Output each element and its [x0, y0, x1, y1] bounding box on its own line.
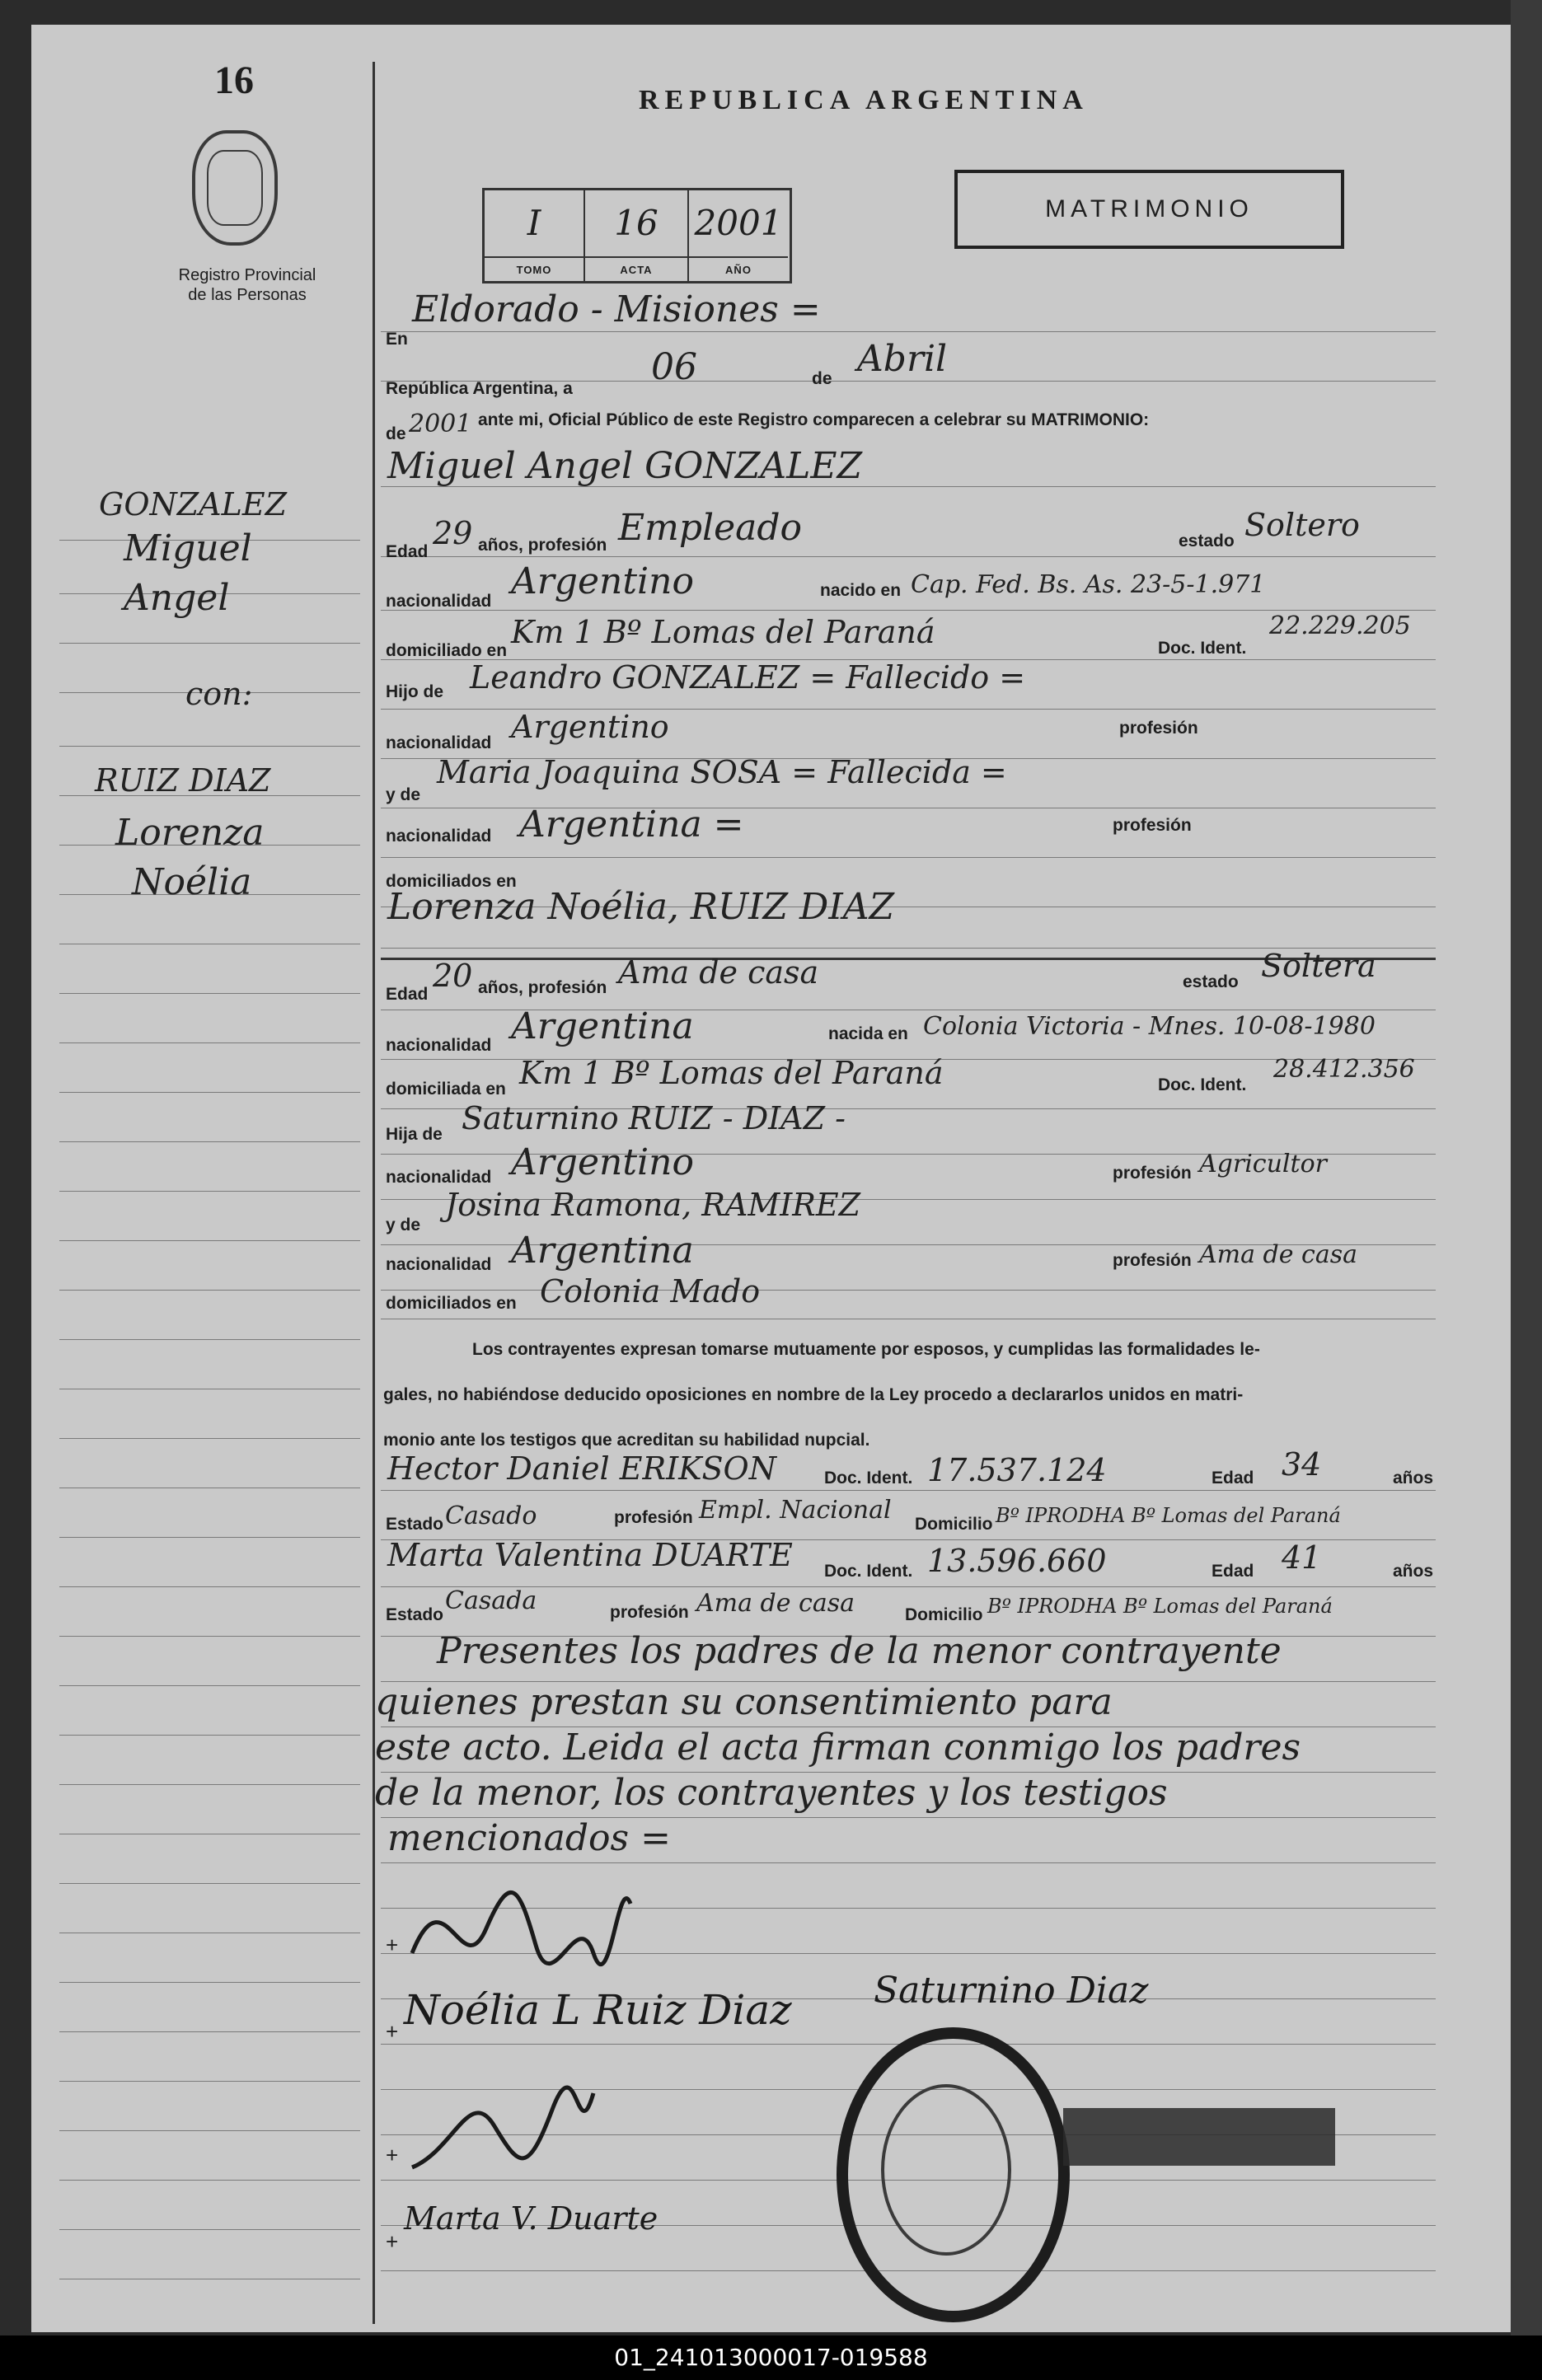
note-line-2: quienes prestan su consentimiento para — [375, 1681, 1113, 1723]
bride-birth: Colonia Victoria - Mnes. 10-08-1980 — [923, 1012, 1376, 1041]
witness1-estado: Casado — [445, 1502, 537, 1530]
padres-domiciliados-label: domiciliados en — [386, 872, 517, 891]
document-title: REPUBLICA ARGENTINA — [639, 85, 1089, 115]
bride-mother-nacionalidad-label: nacionalidad — [386, 1255, 492, 1274]
acta-label: ACTA — [585, 256, 689, 283]
record-type: MATRIMONIO — [954, 170, 1344, 249]
father-nacionalidad-label: nacionalidad — [386, 733, 492, 752]
witness2-prof-label: profesión — [610, 1603, 689, 1622]
signature-scribble — [396, 2077, 602, 2192]
margin-rule — [59, 1438, 360, 1439]
signature-mark: + — [386, 2143, 399, 2167]
note-line-4: de la menor, los contrayentes y los testigos — [375, 1772, 1168, 1814]
witness2-estado: Casada — [445, 1586, 537, 1615]
witness2-anos-label: años — [1393, 1562, 1434, 1581]
margin-rule — [59, 1636, 360, 1637]
bride-anos-profesion-label: años, profesión — [478, 978, 607, 997]
margin-bride-first: Lorenza — [115, 812, 265, 854]
signature-mark: + — [386, 2229, 399, 2254]
signature-5: Saturnino Diaz — [874, 1970, 1149, 2012]
margin-rule — [59, 2130, 360, 2131]
field-rule — [381, 556, 1436, 557]
groom-mother-nationality: Argentina = — [519, 803, 744, 846]
margin-second-name: Angel — [124, 577, 230, 619]
book-binding — [1511, 0, 1542, 2380]
margin-rule — [59, 2081, 360, 2082]
signature-mark: + — [386, 1933, 399, 1957]
margin-rule — [59, 1685, 360, 1686]
intro-text: ante mi, Oficial Público de este Registro comparecen a celebrar su MATRIMONIO: — [478, 410, 1150, 429]
field-rule — [381, 1290, 1436, 1291]
edad-label: Edad — [386, 542, 429, 561]
field-rule — [381, 331, 1436, 332]
witness1-estado-label: Estado — [386, 1515, 444, 1534]
marriage-place: Eldorado - Misiones = — [412, 288, 821, 330]
note-line-3: este acto. Leida el acta firman conmigo los padres — [375, 1726, 1301, 1769]
en-label: En — [386, 330, 408, 349]
signature-4: Marta V. Duarte — [404, 2200, 659, 2237]
signature-mark: + — [386, 2019, 399, 2044]
margin-rule — [59, 1191, 360, 1192]
bride-father-profesion-label: profesión — [1113, 1164, 1192, 1183]
margin-bride-surname: RUIZ DIAZ — [95, 762, 271, 799]
witness2-doc: 13.596.660 — [927, 1543, 1107, 1579]
groom-age: 29 — [433, 515, 473, 551]
field-rule — [381, 610, 1436, 611]
bride-doc-label: Doc. Ident. — [1158, 1075, 1247, 1094]
bride-estado-label: estado — [1183, 972, 1239, 991]
registry-label: Registro Provincial de las Personas — [178, 266, 316, 304]
witness2-doc-label: Doc. Ident. — [824, 1562, 913, 1581]
declaration-paragraph: Los contrayentes expresan tomarse mutuamente por esposos, y cumplidas las formalidades le- gales, no habiéndose deducido oposiciones en nombre de la Ley procedo a declararlos unidos en matri- monio ante los testigos que acreditan su habilidad nupcial. — [383, 1340, 1260, 1450]
ano-value: 2001 — [694, 203, 783, 243]
margin-bride-second: Noélia — [132, 861, 252, 903]
father-profesion-label: profesión — [1119, 719, 1198, 738]
bride-mother-profesion-label: profesión — [1113, 1251, 1192, 1270]
note-line-1: Presentes los padres de la menor contrayente — [437, 1630, 1282, 1672]
witness1-doc-label: Doc. Ident. — [824, 1469, 913, 1488]
doc-label: Doc. Ident. — [1158, 639, 1247, 658]
domiciliada-label: domiciliada en — [386, 1080, 506, 1099]
margin-rule — [59, 1240, 360, 1241]
bride-doc: 28.412.356 — [1273, 1055, 1415, 1084]
estado-label: estado — [1179, 532, 1235, 550]
witness2-estado-label: Estado — [386, 1605, 444, 1624]
witness2-profession: Ama de casa — [696, 1589, 855, 1618]
bride-father-profession: Agricultor — [1199, 1150, 1327, 1178]
witness1-address: Bº IPRODHA Bº Lomas del Paraná — [996, 1504, 1341, 1527]
witness1-prof-label: profesión — [614, 1508, 693, 1527]
province-seal-icon — [192, 130, 278, 246]
margin-rule — [59, 1537, 360, 1538]
nacido-label: nacido en — [820, 581, 902, 600]
note-line-5: mencionados = — [387, 1817, 671, 1859]
marriage-year: 2001 — [409, 410, 472, 438]
bride-father-nationality: Argentino — [511, 1141, 694, 1183]
margin-rule — [59, 643, 360, 644]
bride-name: Lorenza Noélia, RUIZ DIAZ — [387, 886, 895, 928]
field-rule — [381, 1586, 1436, 1587]
mother-nacionalidad-label: nacionalidad — [386, 827, 492, 846]
bride-father-nacionalidad-label: nacionalidad — [386, 1168, 492, 1187]
domiciliado-label: domiciliado en — [386, 641, 508, 660]
groom-address: Km 1 Bº Lomas del Paraná — [511, 614, 935, 650]
signature-2: Noélia L Ruiz Diaz — [404, 1986, 792, 2034]
witness1-edad-label: Edad — [1212, 1469, 1254, 1488]
groom-father-nationality: Argentino — [511, 709, 669, 745]
official-stamp-icon — [837, 2027, 1070, 2322]
margin-rule — [59, 2229, 360, 2230]
witness1-age: 34 — [1282, 1446, 1322, 1483]
margin-rule — [59, 2031, 360, 2032]
yde-label: y de — [386, 785, 421, 804]
margin-rule — [59, 1982, 360, 1983]
bride-age: 20 — [433, 958, 473, 994]
bride-father: Saturnino RUIZ - DIAZ - — [462, 1100, 846, 1136]
margin-first-name: Miguel — [124, 527, 252, 569]
witness1-anos-label: años — [1393, 1469, 1434, 1488]
margin-rule — [59, 746, 360, 747]
witness1-dom-label: Domicilio — [915, 1515, 993, 1534]
bride-yde-label: y de — [386, 1216, 421, 1235]
bride-nacionalidad-label: nacionalidad — [386, 1036, 492, 1055]
signature-scribble — [396, 1854, 643, 1986]
hija-label: Hija de — [386, 1125, 443, 1144]
groom-mother: Maria Joaquina SOSA = Fallecida = — [437, 754, 1007, 790]
nacionalidad-label: nacionalidad — [386, 592, 492, 611]
ano-label: AÑO — [689, 256, 788, 283]
margin-rule — [59, 993, 360, 994]
bride-mother: Josina Ramona, RAMIREZ — [445, 1187, 861, 1223]
bride-edad-label: Edad — [386, 985, 429, 1004]
margin-rule — [59, 1735, 360, 1736]
witness2-edad-label: Edad — [1212, 1562, 1254, 1581]
margin-rule — [59, 1092, 360, 1093]
document-id: 01_241013000017-019588 — [0, 2335, 1542, 2380]
bride-address: Km 1 Bº Lomas del Paraná — [519, 1055, 944, 1091]
witness1-profession: Empl. Nacional — [699, 1496, 892, 1525]
bride-profession: Ama de casa — [618, 954, 819, 991]
margin-con: con: — [185, 676, 253, 712]
acta-value: 16 — [585, 190, 689, 256]
margin-rule — [59, 1339, 360, 1340]
groom-profession: Empleado — [618, 507, 803, 549]
margin-rule — [59, 1141, 360, 1142]
groom-father: Leandro GONZALEZ = Fallecido = — [470, 659, 1026, 696]
republica-label: República Argentina, a — [386, 379, 573, 398]
bride-nationality: Argentina — [511, 1005, 694, 1047]
mother-profesion-label: profesión — [1113, 816, 1192, 835]
bride-mother-nationality: Argentina — [511, 1230, 694, 1272]
witness2-age: 41 — [1282, 1539, 1322, 1576]
registration-box — [482, 188, 792, 283]
groom-birth: Cap. Fed. Bs. As. 23-5-1.971 — [911, 570, 1266, 599]
stamp-seal-block — [1063, 2108, 1335, 2166]
bride-padres-domiciliados-label: domiciliados en — [386, 1294, 517, 1313]
year-prefix: de — [386, 424, 406, 443]
witness1-name: Hector Daniel ERIKSON — [387, 1450, 776, 1487]
marriage-month: Abril — [857, 338, 948, 380]
tomo-value: I — [485, 190, 585, 256]
groom-doc: 22.229.205 — [1269, 611, 1411, 640]
groom-estado: Soltero — [1244, 507, 1360, 543]
bride-estado: Soltera — [1261, 948, 1376, 984]
margin-surname: GONZALEZ — [99, 486, 287, 522]
witness2-address: Bº IPRODHA Bº Lomas del Paraná — [987, 1595, 1333, 1618]
field-rule — [381, 1490, 1436, 1491]
witness2-name: Marta Valentina DUARTE — [387, 1537, 793, 1573]
bride-mother-profession: Ama de casa — [1199, 1240, 1357, 1269]
groom-nationality: Argentino — [511, 560, 694, 602]
margin-rule — [59, 2180, 360, 2181]
page-number: 16 — [214, 59, 254, 102]
de-label: de — [812, 369, 832, 388]
bride-parents-address: Colonia Mado — [540, 1273, 761, 1309]
anos-profesion-label: años, profesión — [478, 536, 607, 555]
field-rule — [381, 857, 1436, 858]
hijo-label: Hijo de — [386, 682, 444, 701]
nacida-label: nacida en — [828, 1024, 908, 1043]
margin-rule — [59, 1883, 360, 1884]
margin-rule — [59, 1042, 360, 1043]
column-divider — [373, 62, 375, 2324]
margin-rule — [59, 1784, 360, 1785]
tomo-label: TOMO — [485, 256, 585, 283]
margin-rule — [59, 1586, 360, 1587]
marriage-day: 06 — [651, 346, 697, 388]
groom-name: Miguel Angel GONZALEZ — [387, 445, 863, 487]
witness2-dom-label: Domicilio — [905, 1605, 983, 1624]
margin-rule — [59, 1290, 360, 1291]
witness1-doc: 17.537.124 — [927, 1452, 1107, 1488]
